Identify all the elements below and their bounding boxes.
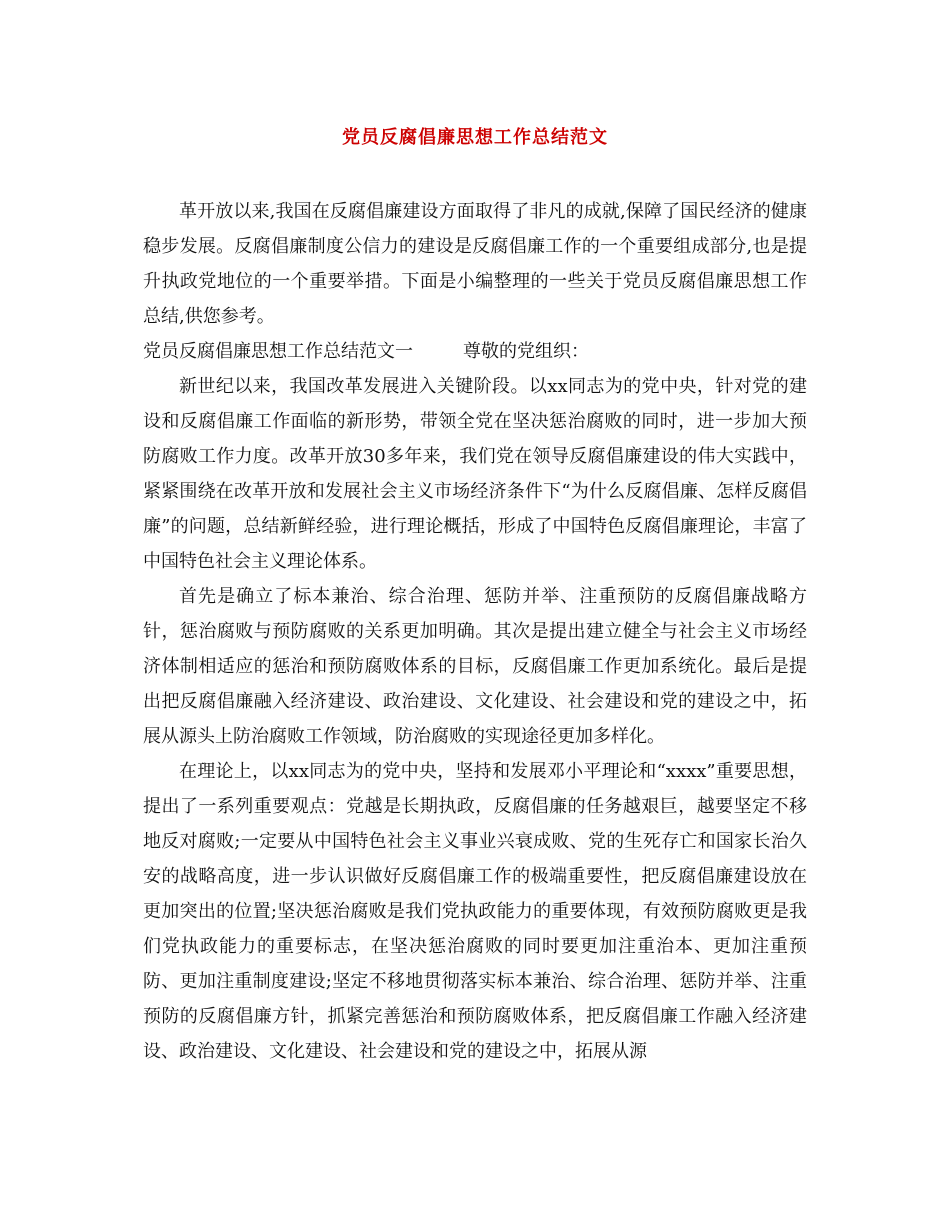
- paragraph-body-2: 首先是确立了标本兼治、综合治理、惩防并举、注重预防的反腐倡廉战略方针，惩治腐败与预防腐败的关系更加明确。其次是提出建立健全与社会主义市场经济体制相适应的惩治和预防腐败体系的目标，反腐倡廉工作更加系统化。最后是提出把反腐倡廉融入经济建设、政治建设、文化建设、社会建设和党的建设之中，拓展从源头上防治腐败工作领域，防治腐败的实现途径更加多样化。: [143, 586, 807, 747]
- paragraph-body-3: 在理论上，以xx同志为的党中央，坚持和发展邓小平理论和“xxxx”重要思想，提出了一系列重要观点：党越是长期执政，反腐倡廉的任务越艰巨，越要坚定不移地反对腐败;一定要从中国特色社会主义事业兴衰成败、党的生死存亡和国家长治久安的战略高度，进一步认识做好反腐倡廉工作的极端重要性，把反腐倡廉建设放在更加突出的位置;坚决惩治腐败是我们党执政能力的重要体现，有效预防腐败更是我们党执政能力的重要标志，在坚决惩治腐败的同时要更加注重治本、更加注重预防、更加注重制度建设;坚定不移地贯彻落实标本兼治、综合治理、惩防并举、注重预防的反腐倡廉方针，抓紧完善惩治和预防腐败体系，把反腐倡廉工作融入经济建设、政治建设、文化建设、社会建设和党的建设之中，拓展从源: [143, 761, 807, 1062]
- section-heading-line: [143, 334, 807, 369]
- document-body: [143, 194, 807, 1069]
- paragraph-body-1: 新世纪以来，我国改革发展进入关键阶段。以xx同志为的党中央，针对党的建设和反腐倡廉工作面临的新形势，带领全党在坚决惩治腐败的同时，进一步加大预防腐败工作力度。改革开放30多年来，我们党在领导反腐倡廉建设的伟大实践中，紧紧围绕在改革开放和发展社会主义市场经济条件下“为什么反腐倡廉、怎样反腐倡廉”的问题，总结新鲜经验，进行理论概括，形成了中国特色反腐倡廉理论，丰富了中国特色社会主义理论体系。: [143, 376, 807, 572]
- salutation: 尊敬的党组织：: [463, 341, 589, 362]
- document-title: 党员反腐倡廉思想工作总结范文: [342, 127, 608, 148]
- paragraph-intro: 革开放以来,我国在反腐倡廉建设方面取得了非凡的成就,保障了国民经济的健康稳步发展。反腐倡廉制度公信力的建设是反腐倡廉工作的一个重要组成部分,也是提升执政党地位的一个重要举措。下面是小编整理的一些关于党员反腐倡廉思想工作总结,供您参考。: [143, 201, 807, 327]
- section-heading: 党员反腐倡廉思想工作总结范文一: [143, 341, 413, 362]
